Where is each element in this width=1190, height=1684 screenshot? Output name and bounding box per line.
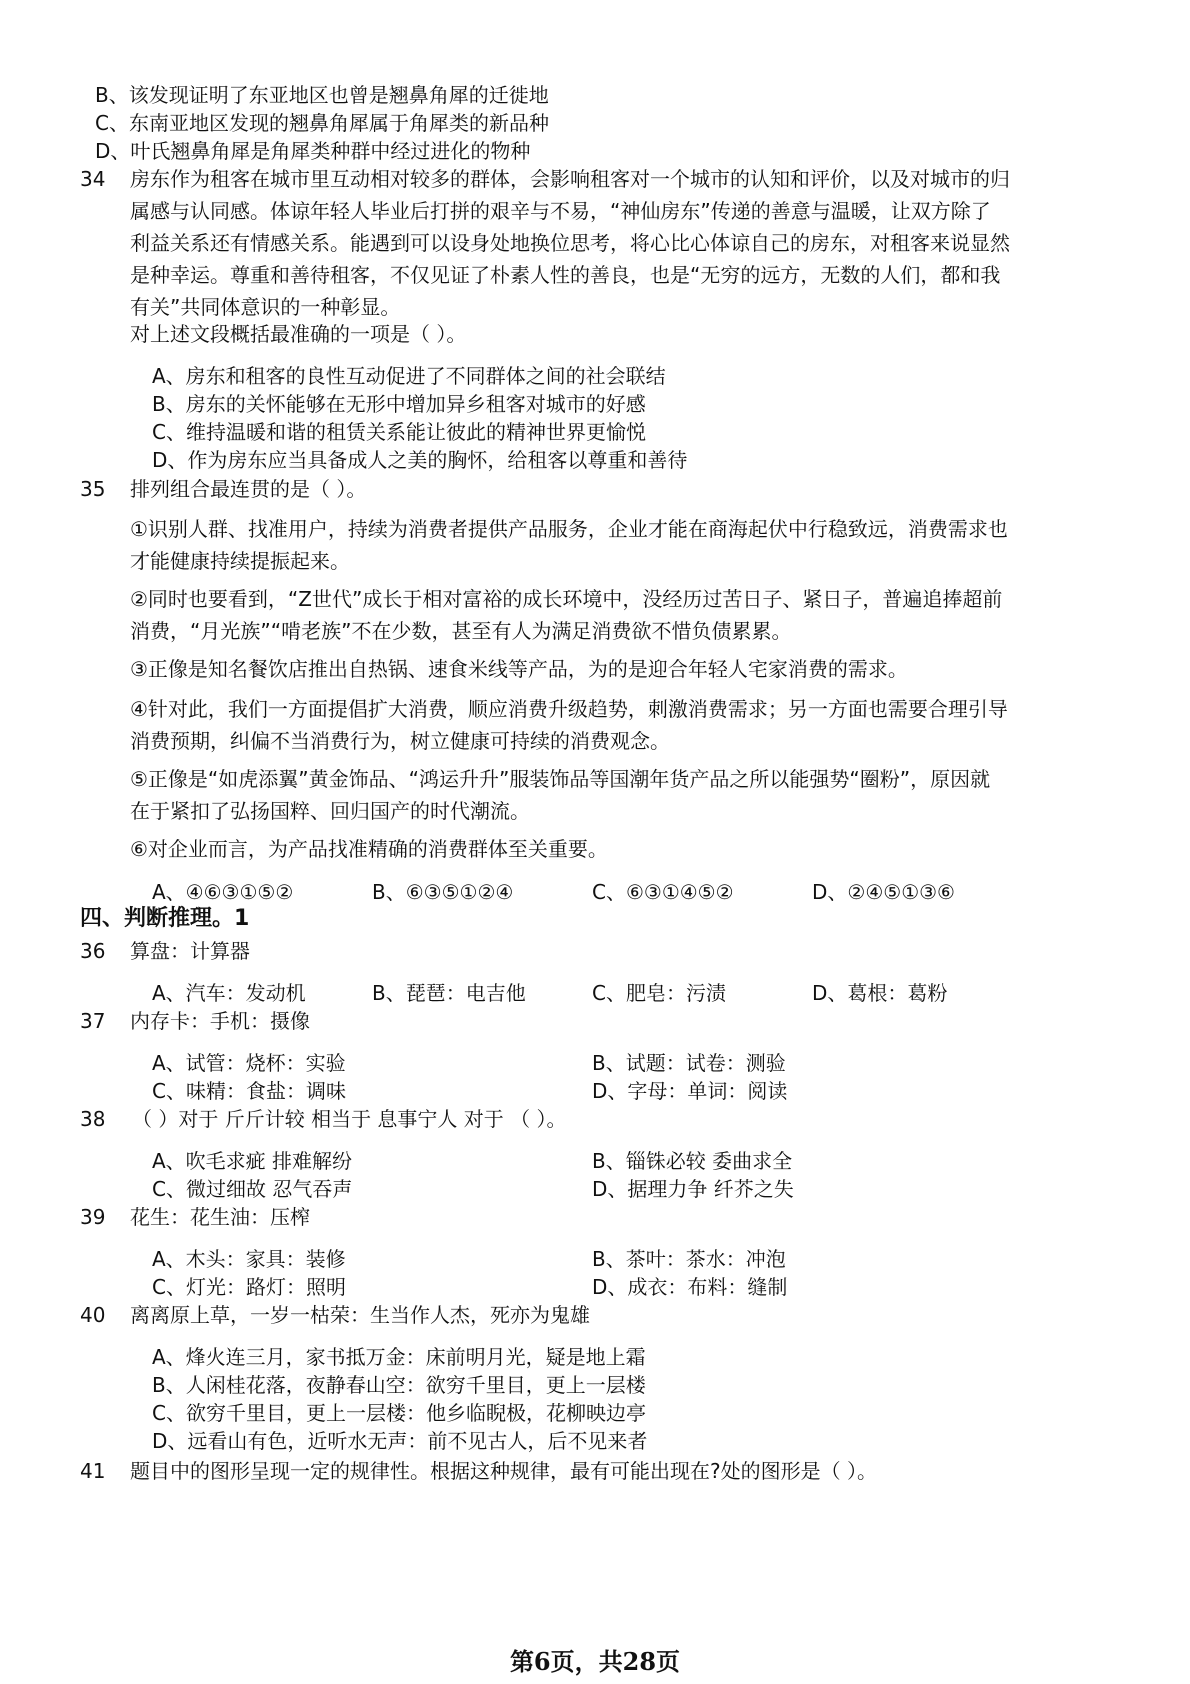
q40-option-c: C、欲穷千里目，更上一层楼：他乡临睨极，花柳映边亭	[152, 1401, 646, 1425]
section-heading: 四、判断推理。1	[80, 906, 250, 931]
q33-option-c: C、东南亚地区发现的翘鼻角犀属于角犀类的新品种	[95, 111, 549, 135]
page-footer: 第6页，共28页	[509, 1647, 681, 1676]
q35-sentence-3: ③正像是知名餐饮店推出自热锅、速食米线等产品，为的是迎合年轻人宅家消费的需求。	[130, 657, 908, 681]
q35-sentence-2: ②同时也要看到，“Z世代”成长于相对富裕的成长环境中，没经历过苦日子、紧日子，普遍追捧超前消费，“月光族”“啃老族”不在少数，甚至有人为满足消费欲不惜负债累累。	[130, 587, 1003, 643]
q35-sentence-6: ⑥对企业而言，为产品找准精确的消费群体至关重要。	[130, 837, 608, 861]
q35-sentence-1: ①识别人群、找准用户，持续为消费者提供产品服务，企业才能在商海起伏中行稳致远，消费需求也才能健康持续提振起来。	[130, 517, 1008, 573]
q36-option-c: C、肥皂：污渍	[592, 981, 726, 1005]
q37-number: 37	[80, 1009, 106, 1033]
q38-option-a: A、吹毛求疵 排难解纷	[152, 1149, 353, 1173]
q35-option-d: D、②④⑤①③⑥	[812, 880, 955, 904]
q34-number: 34	[80, 167, 106, 191]
q37-question: 内存卡：手机：摄像	[130, 1009, 310, 1033]
q37-option-c: C、味精：食盐：调味	[152, 1079, 346, 1103]
q38-option-b: B、锱铢必较 委曲求全	[592, 1149, 793, 1173]
q39-option-b: B、茶叶：茶水：冲泡	[592, 1247, 786, 1271]
q39-option-d: D、成衣：布料：缝制	[592, 1275, 788, 1299]
q36-option-d: D、葛根：葛粉	[812, 981, 948, 1005]
q39-option-c: C、灯光：路灯：照明	[152, 1275, 346, 1299]
q38-number: 38	[80, 1107, 106, 1131]
q36-option-a: A、汽车：发动机	[152, 981, 306, 1005]
q38-option-c: C、微过细故 忍气吞声	[152, 1177, 353, 1201]
q35-question: 排列组合最连贯的是（ ）。	[130, 477, 367, 501]
q38-option-d: D、据理力争 纤芥之失	[592, 1177, 794, 1201]
q36-question: 算盘：计算器	[130, 939, 250, 963]
q37-option-b: B、试题：试卷：测验	[592, 1051, 786, 1075]
q34-option-a: A、房东和租客的良性互动促进了不同群体之间的社会联结	[152, 364, 666, 388]
q34-option-d: D、作为房东应当具备成人之美的胸怀，给租客以尊重和善待	[152, 448, 688, 472]
q38-question: （ ）对于 斤斤计较 相当于 息事宁人 对于 （ ）。	[132, 1107, 567, 1131]
q40-number: 40	[80, 1303, 106, 1327]
q40-option-d: D、远看山有色，近听水无声：前不见古人，后不见来者	[152, 1429, 648, 1453]
q37-option-a: A、试管：烧杯：实验	[152, 1051, 346, 1075]
q39-option-a: A、木头：家具：装修	[152, 1247, 346, 1271]
q33-option-b: B、该发现证明了东亚地区也曾是翘鼻角犀的迁徙地	[95, 83, 549, 107]
q35-sentence-4: ④针对此，我们一方面提倡扩大消费，顺应消费升级趋势，刺激消费需求；另一方面也需要合理引导消费预期，纠偏不当消费行为，树立健康可持续的消费观念。	[130, 697, 1008, 753]
q35-option-b: B、⑥③⑤①②④	[372, 880, 514, 904]
q40-option-b: B、人闲桂花落，夜静春山空：欲穷千里目，更上一层楼	[152, 1373, 646, 1397]
q35-number: 35	[80, 477, 106, 501]
q37-option-d: D、字母：单词：阅读	[592, 1079, 788, 1103]
q34-option-c: C、维持温暖和谐的租赁关系能让彼此的精神世界更愉悦	[152, 420, 646, 444]
q35-option-c: C、⑥③①④⑤②	[592, 880, 734, 904]
q41-number: 41	[80, 1459, 106, 1483]
q34-option-b: B、房东的关怀能够在无形中增加异乡租客对城市的好感	[152, 392, 646, 416]
q41-question: 题目中的图形呈现一定的规律性。根据这种规律，最有可能出现在?处的图形是（ ）。	[130, 1459, 877, 1483]
q34-question: 对上述文段概括最准确的一项是（ ）。	[130, 322, 467, 346]
q33-option-d: D、叶氏翘鼻角犀是角犀类种群中经过进化的物种	[95, 139, 531, 163]
q36-option-b: B、琵琶：电吉他	[372, 981, 526, 1005]
q40-question: 离离原上草，一岁一枯荣：生当作人杰，死亦为鬼雄	[130, 1303, 590, 1327]
q40-option-a: A、烽火连三月，家书抵万金：床前明月光，疑是地上霜	[152, 1345, 646, 1369]
q39-number: 39	[80, 1205, 106, 1229]
q35-option-a: A、④⑥③①⑤②	[152, 880, 294, 904]
q35-sentence-5: ⑤正像是“如虎添翼”黄金饰品、“鸿运升升”服装饰品等国潮年货产品之所以能强势“圈粉”，原因就在于紧扣了弘扬国粹、回归国产的时代潮流。	[130, 767, 991, 823]
q36-number: 36	[80, 939, 106, 963]
q39-question: 花生：花生油：压榨	[130, 1205, 310, 1229]
q34-passage: 房东作为租客在城市里互动相对较多的群体，会影响租客对一个城市的认知和评价，以及对城市的归属感与认同感。体谅年轻人毕业后打拼的艰辛与不易，“神仙房东”传递的善意与温暖，让双方除了利益关系还有情感关系。能遇到可以设身处地换位思考，将心比心体谅自己的房东，对租客来说显然是种幸运。尊重和善待租客，不仅见证了朴素人性的善良，也是“无穷的远方，无数的人们，都和我有关”共同体意识的一种彰显。	[130, 167, 1010, 319]
